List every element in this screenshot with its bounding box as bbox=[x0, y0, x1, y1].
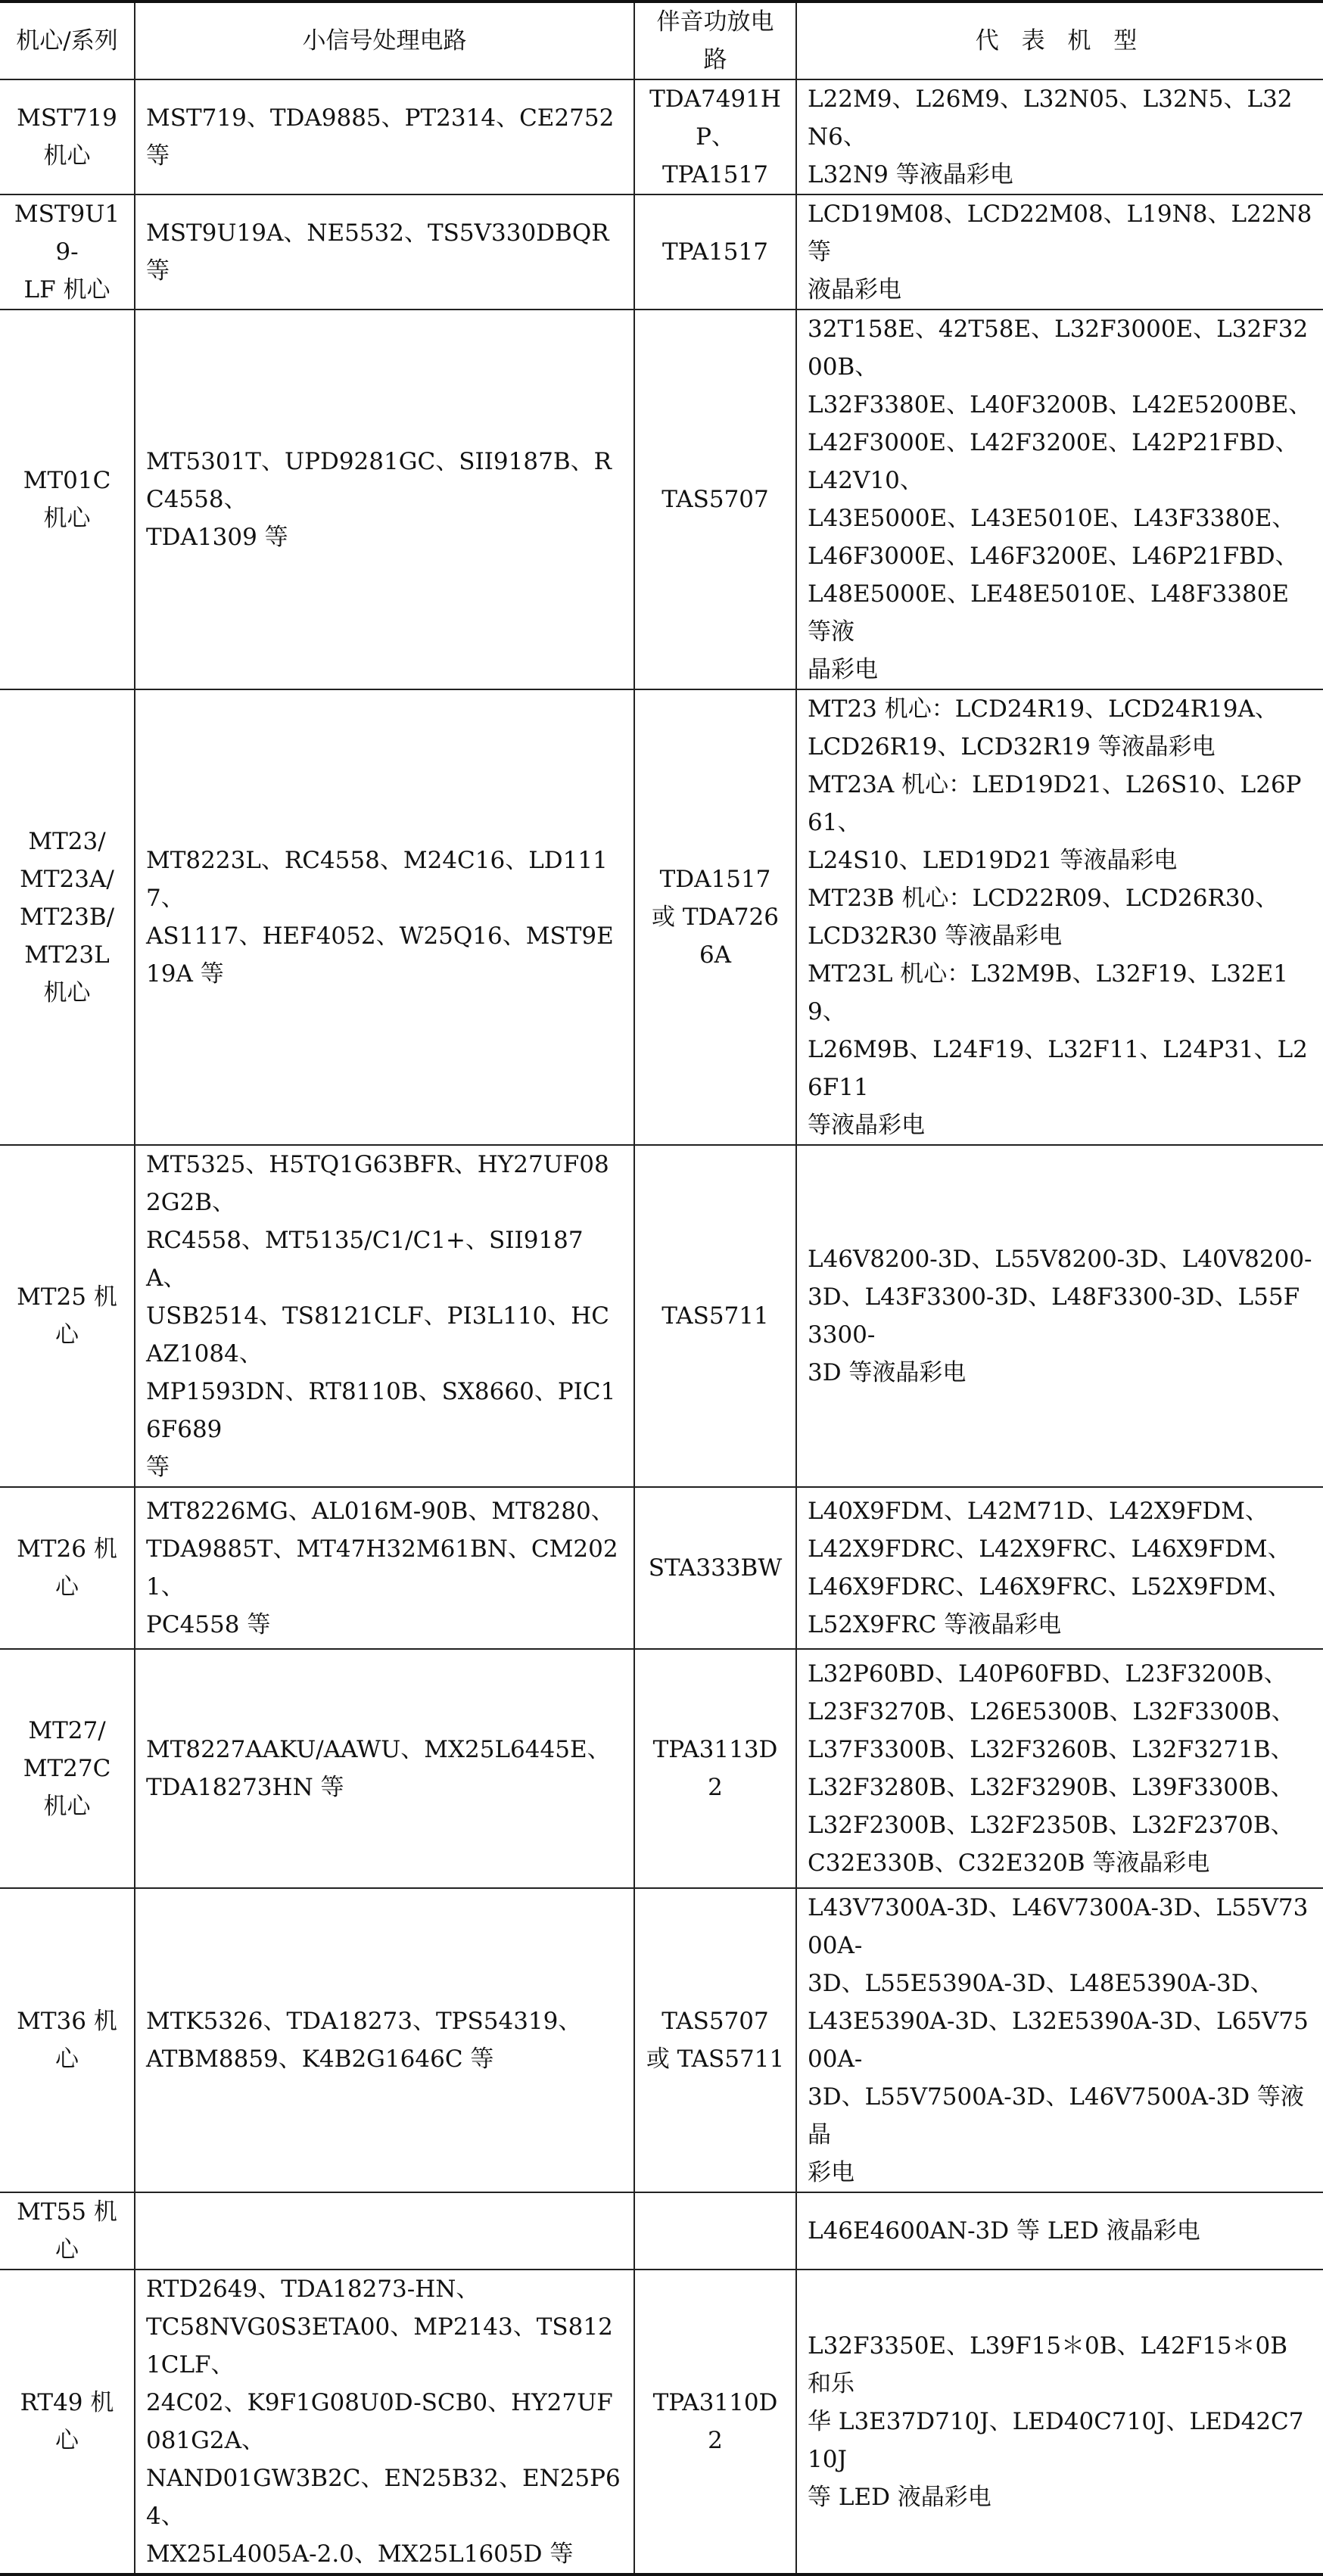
cell-machine: RT49 机心 bbox=[0, 2270, 135, 2574]
table-row bbox=[0, 1649, 1323, 1888]
cell-signal-circuit bbox=[135, 2192, 634, 2270]
table-row bbox=[0, 2270, 1323, 2574]
cell-machine: MST9U19- LF 机心 bbox=[0, 194, 135, 310]
cell-audio-amp: TDA7491HP、 TPA1517 bbox=[634, 79, 796, 194]
table-row bbox=[0, 79, 1323, 194]
cell-machine: MT26 机心 bbox=[0, 1487, 135, 1649]
cell-audio-amp: TAS5707 bbox=[634, 310, 796, 689]
cell-signal-circuit: MT8227AAKU/AAWU、MX25L6445E、 TDA18273HN 等 bbox=[135, 1649, 634, 1888]
header-signal-circuit: 小信号处理电路 bbox=[135, 2, 634, 79]
cell-signal-circuit: MT8223L、RC4558、M24C16、LD1117、 AS1117、HEF4052、W25Q16、MST9E19A 等 bbox=[135, 689, 634, 1145]
cell-models: L43V7300A-3D、L46V7300A-3D、L55V7300A- 3D、L55E5390A-3D、L48E5390A-3D、 L43E5390A-3D、L32E5390A-3D、L65V7500A- 3D、L55V7500A-3D、L46V7500A-3D 等液晶 彩电 bbox=[796, 1888, 1323, 2192]
cell-audio-amp bbox=[634, 2192, 796, 2270]
header-audio-amp: 伴音功放电路 bbox=[634, 2, 796, 79]
table-row bbox=[0, 1145, 1323, 1487]
cell-signal-circuit: RTD2649、TDA18273-HN、 TC58NVG0S3ETA00、MP2143、TS8121CLF、 24C02、K9F1G08U0D-SCB0、HY27UF081G2A、 NAND01GW3B2C、EN25B32、EN25P64、 MX25L4005A-2.0、MX25L1605D 等 bbox=[135, 2270, 634, 2574]
cell-machine: MT36 机心 bbox=[0, 1888, 135, 2192]
cell-machine: MST719 机心 bbox=[0, 79, 135, 194]
cell-machine: MT23/ MT23A/ MT23B/ MT23L 机心 bbox=[0, 689, 135, 1145]
table-header-row bbox=[0, 2, 1323, 79]
cell-audio-amp: TPA3113D2 bbox=[634, 1649, 796, 1888]
cell-machine: MT27/ MT27C 机心 bbox=[0, 1649, 135, 1888]
cell-signal-circuit: MTK5326、TDA18273、TPS54319、 ATBM8859、K4B2G1646C 等 bbox=[135, 1888, 634, 2192]
cell-models: 32T158E、42T58E、L32F3000E、L32F3200B、 L32F3380E、L40F3200B、L42E5200BE、 L42F3000E、L42F3200E、L42P21FBD、L42V10、 L43E5000E、L43E5010E、L43F3380E、 L46F3000E、L46F3200E、L46P21FBD、 L48E5000E、LE48E5010E、L48F3380E 等液 晶彩电 bbox=[796, 310, 1323, 689]
cell-audio-amp: TPA1517 bbox=[634, 194, 796, 310]
cell-signal-circuit: MT5301T、UPD9281GC、SII9187B、RC4558、 TDA1309 等 bbox=[135, 310, 634, 689]
table-row bbox=[0, 1487, 1323, 1649]
cell-models: MT23 机心：LCD24R19、LCD24R19A、 LCD26R19、LCD32R19 等液晶彩电 MT23A 机心：LED19D21、L26S10、L26P61、 L24S10、LED19D21 等液晶彩电 MT23B 机心：LCD22R09、LCD26R30、 LCD32R30 等液晶彩电 MT23L 机心：L32M9B、L32F19、L32E19、 L26M9B、L24F19、L32F11、L24P31、L26F11 等液晶彩电 bbox=[796, 689, 1323, 1145]
cell-audio-amp: TAS5711 bbox=[634, 1145, 796, 1487]
cell-models: L46E4600AN-3D 等 LED 液晶彩电 bbox=[796, 2192, 1323, 2270]
cell-audio-amp: STA333BW bbox=[634, 1487, 796, 1649]
cell-machine: MT01C 机心 bbox=[0, 310, 135, 689]
cell-models: L22M9、L26M9、L32N05、L32N5、L32N6、 L32N9 等液晶彩电 bbox=[796, 79, 1323, 194]
cell-models: L46V8200-3D、L55V8200-3D、L40V8200- 3D、L43F3300-3D、L48F3300-3D、L55F3300- 3D 等液晶彩电 bbox=[796, 1145, 1323, 1487]
header-machine: 机心/系列 bbox=[0, 2, 135, 79]
cell-machine: MT25 机心 bbox=[0, 1145, 135, 1487]
cell-signal-circuit: MST719、TDA9885、PT2314、CE2752 等 bbox=[135, 79, 634, 194]
cell-audio-amp: TDA1517 或 TDA7266A bbox=[634, 689, 796, 1145]
cell-machine: MT55 机心 bbox=[0, 2192, 135, 2270]
cell-models: L40X9FDM、L42M71D、L42X9FDM、 L42X9FDRC、L42X9FRC、L46X9FDM、 L46X9FDRC、L46X9FRC、L52X9FDM、 L52X9FRC 等液晶彩电 bbox=[796, 1487, 1323, 1649]
table-row bbox=[0, 1888, 1323, 2192]
cell-signal-circuit: MT5325、H5TQ1G63BFR、HY27UF082G2B、 RC4558、MT5135/C1/C1+、SII9187A、 USB2514、TS8121CLF、PI3L110、HCAZ1084、 MP1593DN、RT8110B、SX8660、PIC16F689 等 bbox=[135, 1145, 634, 1487]
cell-signal-circuit: MST9U19A、NE5532、TS5V330DBQR 等 bbox=[135, 194, 634, 310]
header-models: 代 表 机 型 bbox=[796, 2, 1323, 79]
table-row bbox=[0, 194, 1323, 310]
table-row bbox=[0, 2192, 1323, 2270]
cell-models: L32P60BD、L40P60FBD、L23F3200B、 L23F3270B、L26E5300B、L32F3300B、 L37F3300B、L32F3260B、L32F3271B、 L32F3280B、L32F3290B、L39F3300B、 L32F2300B、L32F2350B、L32F2370B、 C32E330B、C32E320B 等液晶彩电 bbox=[796, 1649, 1323, 1888]
cell-signal-circuit: MT8226MG、AL016M-90B、MT8280、 TDA9885T、MT47H32M61BN、CM2021、 PC4558 等 bbox=[135, 1487, 634, 1649]
cell-models: LCD19M08、LCD22M08、L19N8、L22N8 等 液晶彩电 bbox=[796, 194, 1323, 310]
cell-audio-amp: TAS5707 或 TAS5711 bbox=[634, 1888, 796, 2192]
cell-audio-amp: TPA3110D2 bbox=[634, 2270, 796, 2574]
table-row bbox=[0, 310, 1323, 689]
cell-models: L32F3350E、L39F15＊0B、L42F15＊0B 和乐 华 L3E37D710J、LED40C710J、LED42C710J 等 LED 液晶彩电 bbox=[796, 2270, 1323, 2574]
table-row bbox=[0, 689, 1323, 1145]
